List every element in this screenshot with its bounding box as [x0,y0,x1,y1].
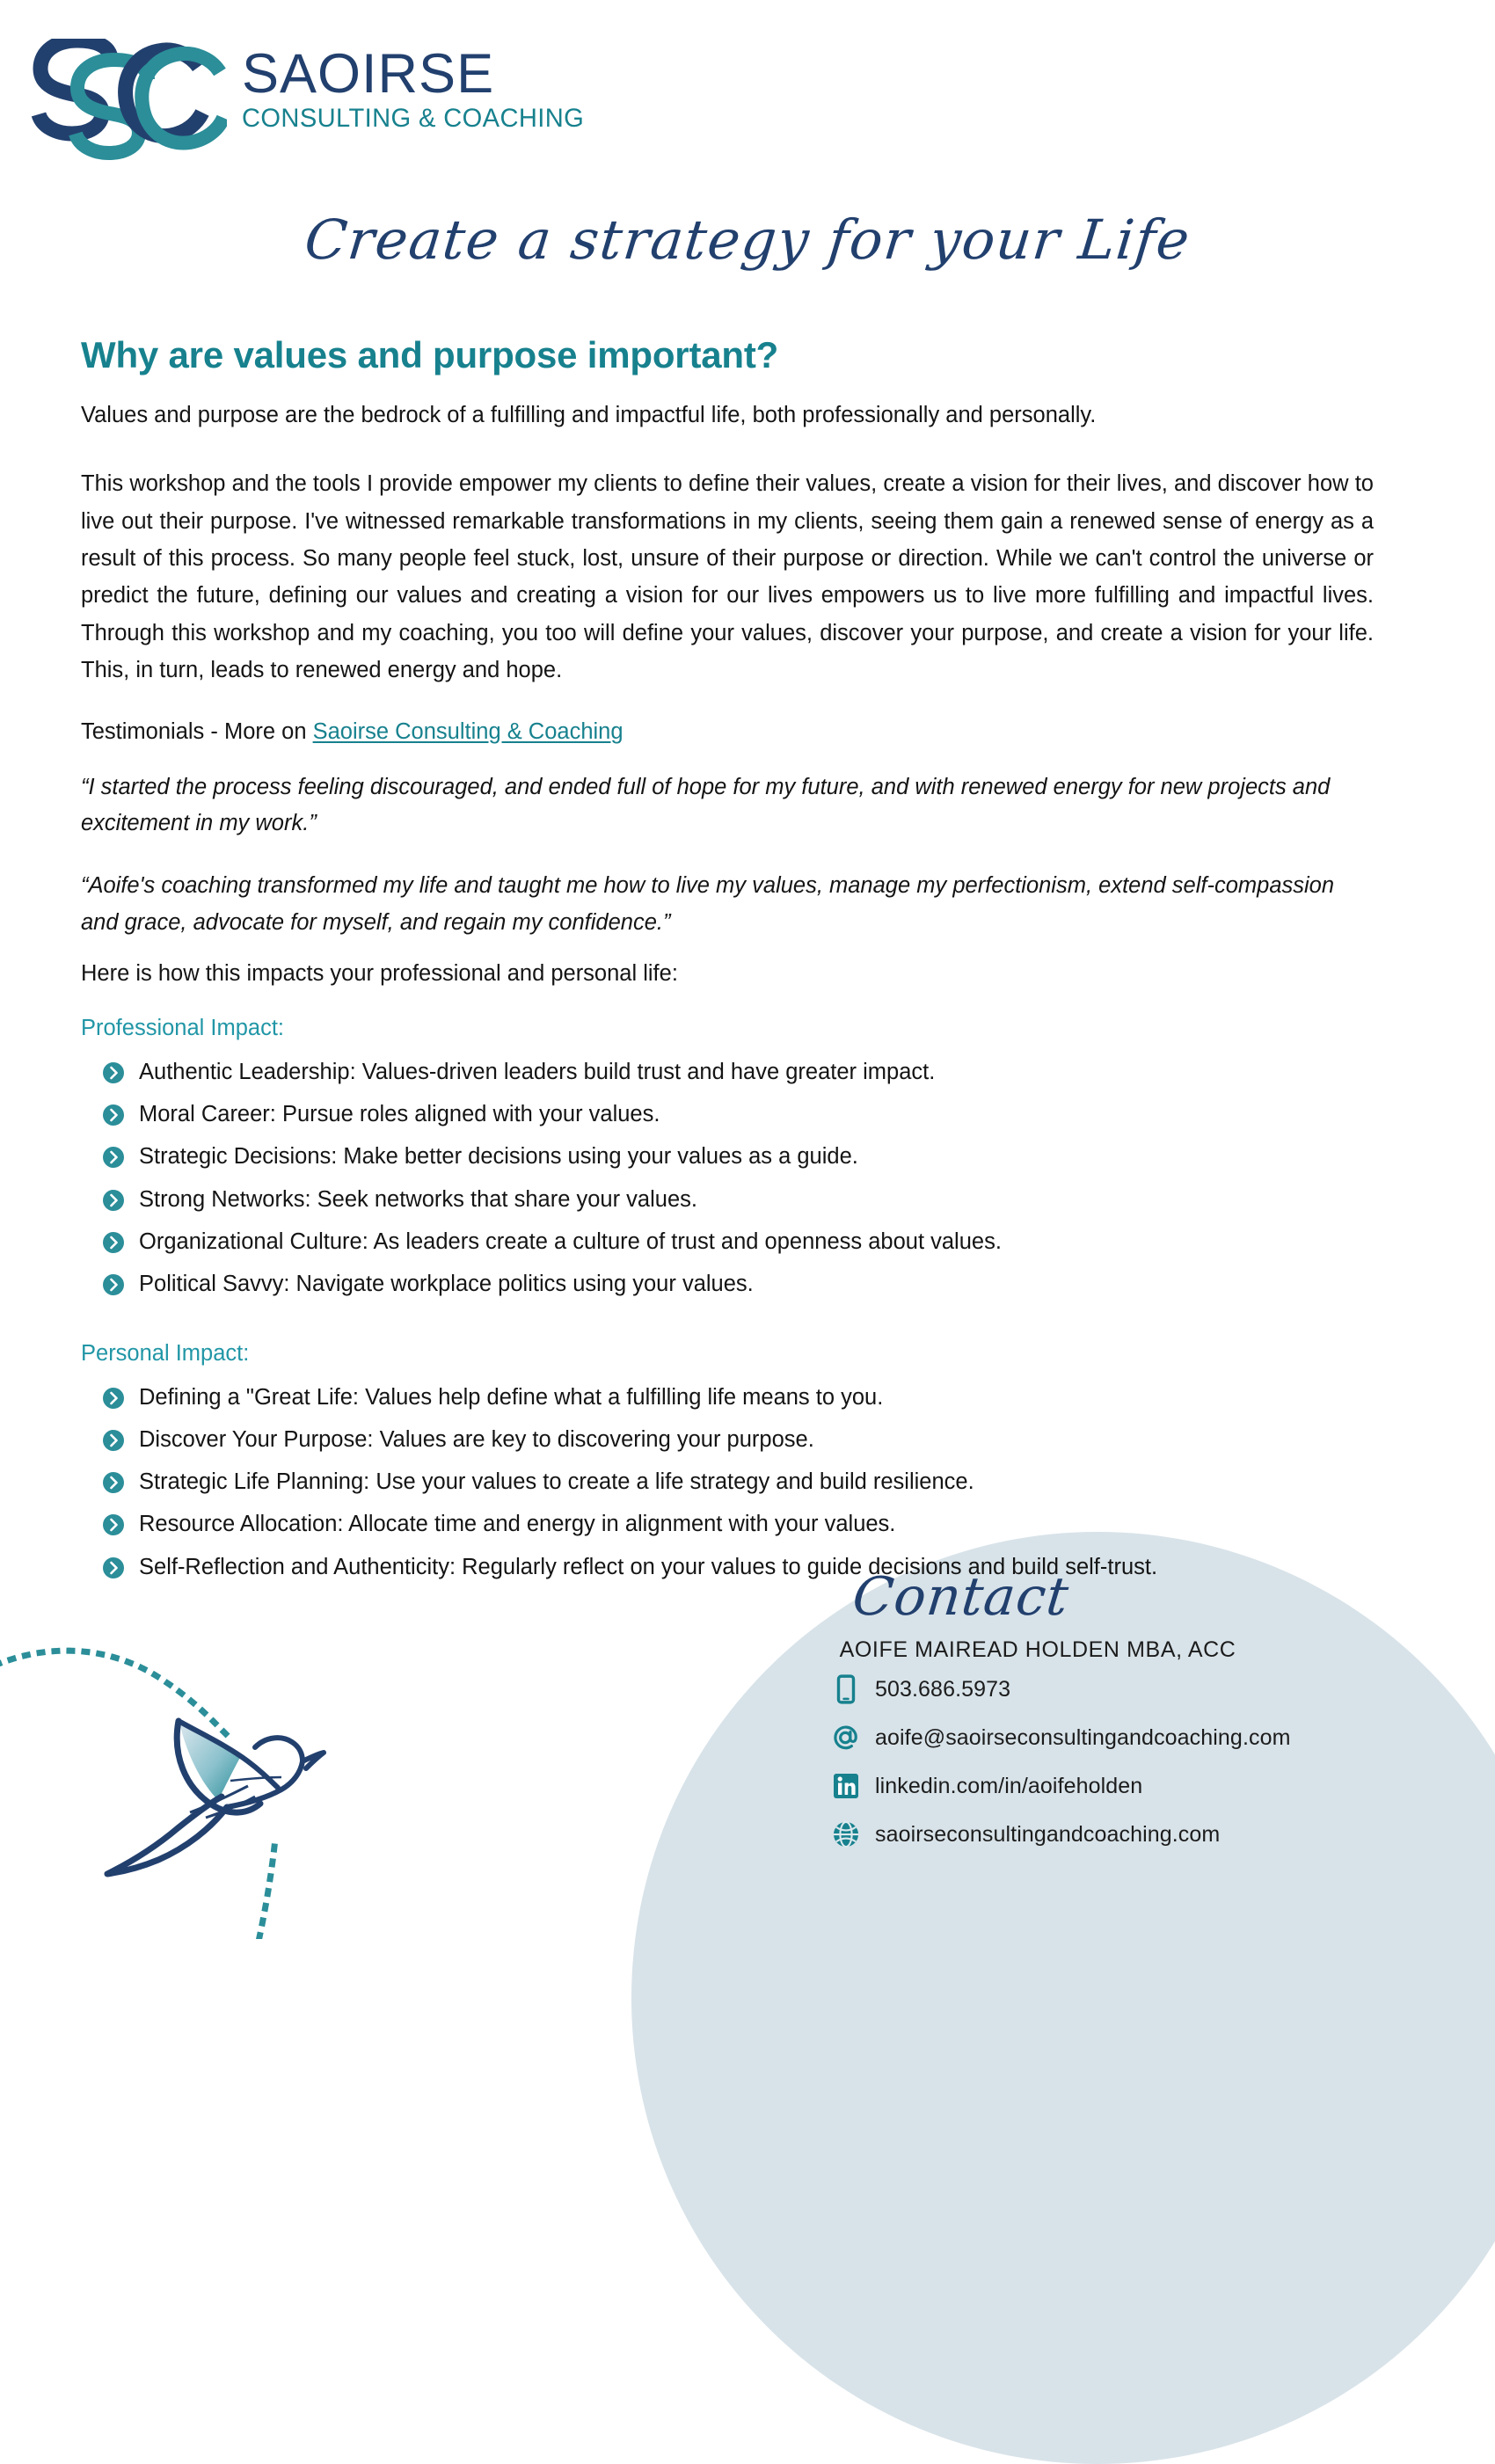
contact-phone-text: 503.686.5973 [875,1676,1011,1702]
list-item [102,1467,1374,1498]
chevron-circle-icon [102,1429,125,1452]
list-item [102,1057,1374,1088]
linkedin-icon [828,1768,864,1804]
list-item-label: Defining a "Great Life: Values help define what a fulfilling life means to you. [139,1384,884,1410]
lead-paragraph: Values and purpose are the bedrock of a fulfilling and impactful life, both professionally and personally. [81,403,1097,428]
list-item-label: Political Savvy: Navigate workplace politics using your values. [139,1271,754,1296]
chevron-circle-icon [102,1273,125,1296]
globe-icon [828,1817,864,1852]
phone-icon [828,1672,864,1707]
at-sign-icon [828,1720,864,1755]
contact-row-linkedin[interactable] [828,1767,1425,1805]
personal-impact-list [81,1382,1374,1583]
list-item-label: Discover Your Purpose: Values are key to discovering your purpose. [139,1426,814,1452]
chevron-circle-icon [102,1104,125,1126]
list-item [102,1185,1374,1215]
contact-title: Contact [850,1566,1072,1628]
chevron-circle-icon [102,1513,125,1536]
list-item [102,1227,1374,1258]
contact-row-phone[interactable] [828,1670,1425,1709]
logo-company-name: SAOIRSE [242,43,495,105]
testimonials-label: Testimonials - More on [81,719,313,745]
contact-person-name: AOIFE MAIREAD HOLDEN MBA, ACC [839,1637,1236,1662]
list-item-label: Organizational Culture: As leaders create a culture of trust and openness about values. [139,1228,1002,1254]
list-item-label: Strategic Life Planning: Use your values to create a life strategy and build resilience. [139,1469,974,1495]
list-item-label: Strategic Decisions: Make better decisions using your values as a guide. [139,1144,858,1170]
impacts-intro: Here is how this impacts your professional and personal life: [81,961,678,987]
contact-details [828,1670,1425,1854]
list-item [102,1509,1374,1540]
brand-logo [26,39,624,171]
chevron-circle-icon [102,1231,125,1254]
testimonial-quote-1: “I started the process feeling discouraged, and ended full of hope for my future, and with renewed energy for new projects and excitement in my work.” [81,774,1331,836]
dotted-trail-upper [0,1651,227,1735]
list-item-label: Strong Networks: Seek networks that share your values. [139,1186,697,1212]
list-item [102,1382,1374,1413]
professional-impact-heading: Professional Impact: [81,1016,285,1041]
logo-company-tagline: CONSULTING & COACHING [242,104,585,134]
list-item [102,1425,1374,1455]
chevron-circle-icon [102,1189,125,1212]
tagline-text: Create a strategy for your Life [301,208,1194,272]
list-item-label: Authentic Leadership: Values-driven leaders build trust and have greater impact. [139,1059,936,1084]
list-item [102,1269,1374,1300]
chevron-circle-icon [102,1471,125,1494]
logo-wordmark [242,43,611,134]
bird-illustration [0,1596,378,1939]
list-item [102,1141,1374,1172]
chevron-circle-icon [102,1556,125,1579]
testimonial-quote-2: “Aoife's coaching transformed my life and taught me how to live my values, manage my perfectionism, extend self-compassion and grace, advocate for myself, and regain my confidence.” [81,873,1335,935]
list-item-label: Self-Reflection and Authenticity: Regularly reflect on your values to guide decisions and build self-trust. [139,1554,1158,1579]
personal-impact-heading: Personal Impact: [81,1341,250,1367]
contact-website-text: saoirseconsultingandcoaching.com [875,1821,1221,1847]
contact-row-email[interactable] [828,1718,1425,1757]
list-item-label: Moral Career: Pursue roles aligned with your values. [139,1102,660,1127]
chevron-circle-icon [102,1146,125,1169]
chevron-circle-icon [102,1387,125,1410]
dotted-trail-lower [259,1847,274,1937]
contact-row-website[interactable] [828,1815,1425,1854]
testimonials-line [81,715,1374,750]
contact-email-text: aoife@saoirseconsultingandcoaching.com [875,1724,1291,1750]
professional-impact-list [81,1057,1374,1300]
list-item [102,1099,1374,1130]
page-tagline [0,208,1495,272]
page-title: Why are values and purpose important? [81,334,779,375]
contact-block [774,1565,1425,1863]
scc-monogram-icon [26,39,227,160]
main-content [81,334,1374,1594]
list-item-label: Resource Allocation: Allocate time and energy in alignment with your values. [139,1512,896,1537]
contact-linkedin-text: linkedin.com/in/aoifeholden [875,1773,1143,1798]
body-paragraph: This workshop and the tools I provide empower my clients to define their values, create a vision for their lives, and discover how to live out their purpose. I've witnessed remarkable transformations in my clients, seeing them gain a renewed sense of energy as a result of this process. So many people feel stuck, lost, unsure of their purpose or direction. While we can't control the universe or predict the future, defining our values and creating a vision for our lives empowers us to live more fulfilling and impactful lives. Through this workshop and my coaching, you too will define your values, discover your purpose, and create a vision for your life. This, in turn, leads to renewed energy and hope. [81,471,1374,682]
saoirse-website-link[interactable]: Saoirse Consulting & Coaching [312,719,624,745]
chevron-circle-icon [102,1061,125,1084]
